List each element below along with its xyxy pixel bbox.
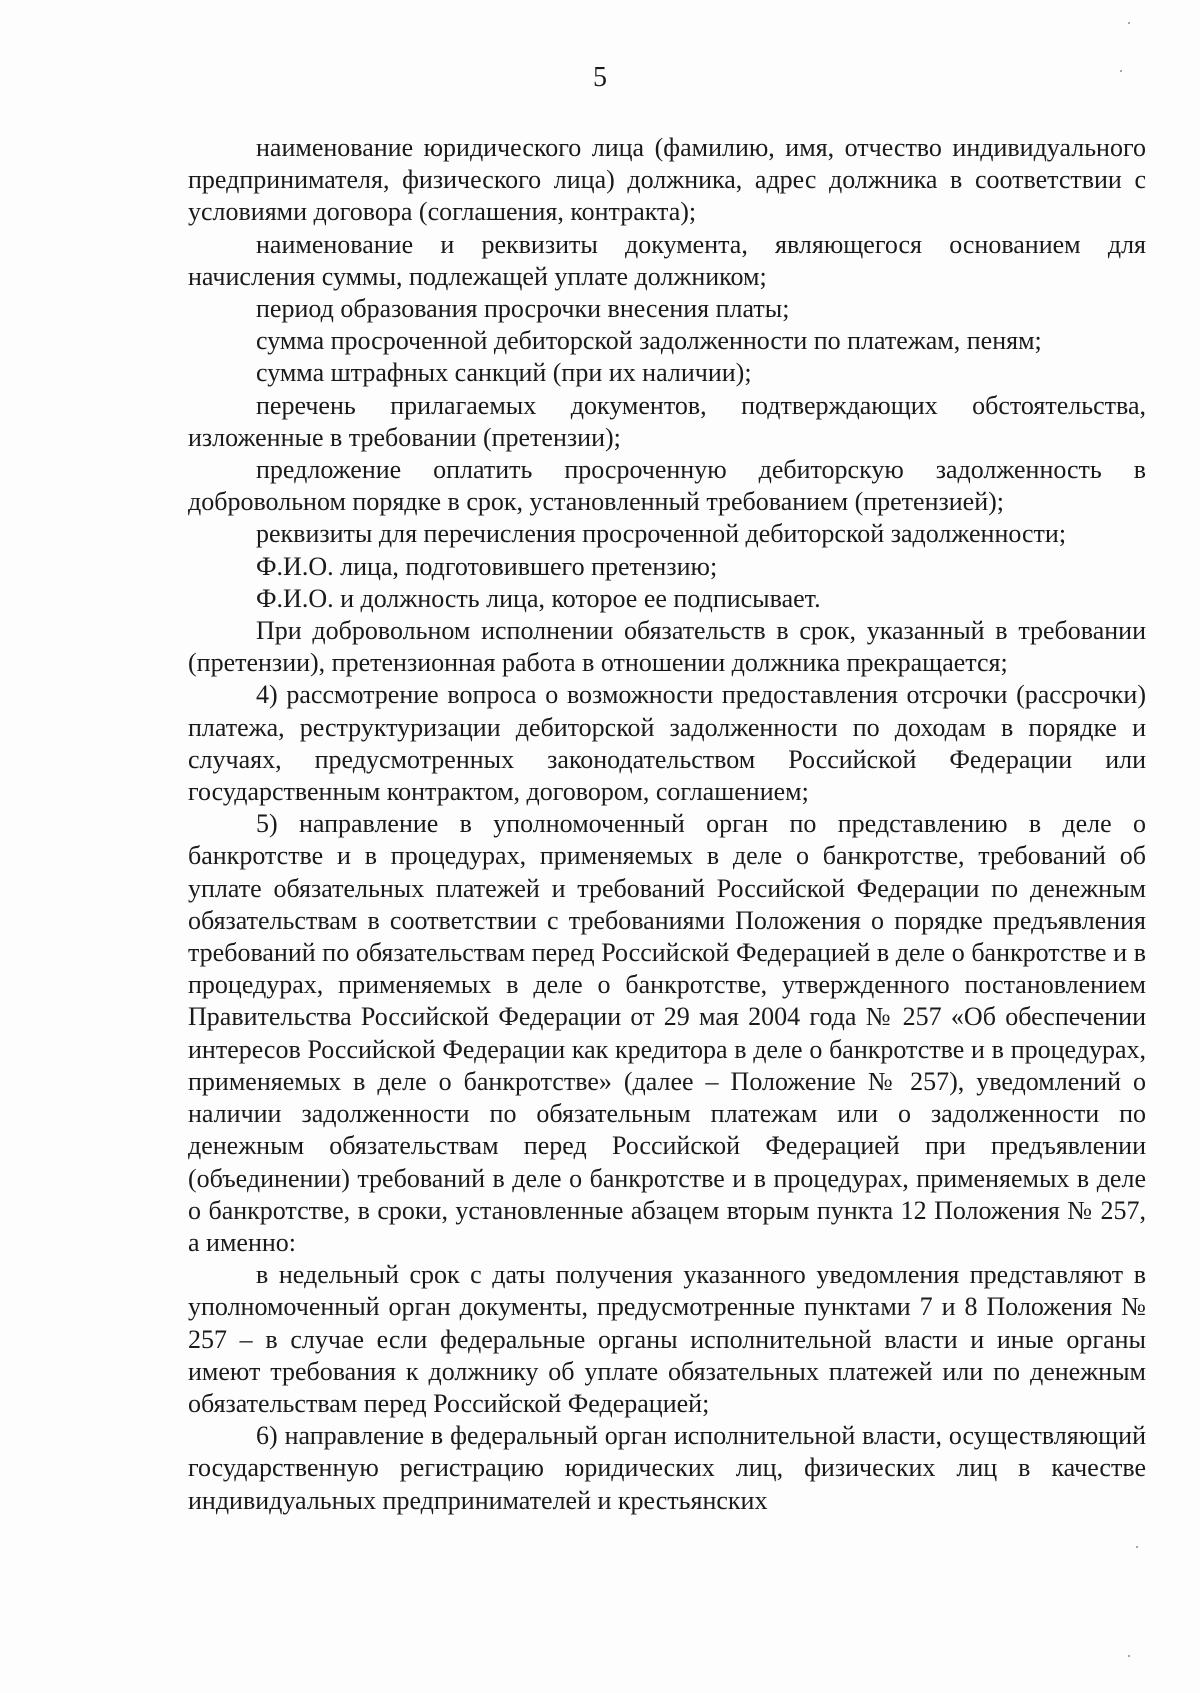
scan-speck [1128, 22, 1130, 24]
scan-speck [1128, 1655, 1130, 1657]
document-body [188, 132, 1146, 1517]
paragraph: предложение оплатить просроченную дебиторскую задолженность в добровольном порядке в срок, установленный требованием (претензией); [188, 455, 1146, 517]
paragraph: Ф.И.О. лица, подготовившего претензию; [256, 551, 718, 581]
paragraph: При добровольном исполнении обязательств в срок, указанный в требовании (претензии), претензионная работа в отношении должника прекращается; [188, 616, 1146, 678]
paragraph: Ф.И.О. и должность лица, которое ее подписывает. [256, 583, 821, 613]
paragraph: в недельный срок с даты получения указанного уведомления представляют в уполномоченный орган документы, предусмотренные пунктами 7 и 8 Положения № 257 – в случае если федеральные органы исполнительной власти и иные органы имеют требования к должнику об уплате обязательных платежей или по денежным обязательствам перед Российской Федерацией; [188, 1260, 1146, 1418]
paragraph: наименование и реквизиты документа, являющегося основанием для начисления суммы, подлежащей уплате должником; [188, 229, 1146, 291]
paragraph: сумма штрафных санкций (при их наличии); [256, 358, 752, 388]
scan-speck [1120, 70, 1122, 72]
page-number: 5 [593, 62, 607, 93]
paragraph: наименование юридического лица (фамилию, имя, отчество индивидуального предпринимателя, физического лица) должника, адрес должника в соответствии с условиями договора (соглашения, контракта); [188, 133, 1146, 227]
paragraph: 4) рассмотрение вопроса о возможности предоставления отсрочки (рассрочки) платежа, реструктуризации дебиторской задолженности по доходам в порядке и случаях, предусмотренных законодательством Российской Федерации или государственным контрактом, договором, соглашением; [188, 680, 1146, 807]
paragraph: 5) направление в уполномоченный орган по представлению в деле о банкротстве и в процедурах, применяемых в деле о банкротстве, требований об уплате обязательных платежей и требований Российской Федерации по денежным обязательствам в соответствии с требованиями Положения о порядке предъявления требований по обязательствам перед Российской Федерацией в деле о банкротстве и в процедурах, применяемых в деле о банкротстве, утвержденного постановлением Правительства Российской Федерации от 29 мая 2004 года № 257 «Об обеспечении интересов Российской Федерации как кредитора в деле о банкротстве и в процедурах, применяемых в деле о банкротстве» (далее – Положение № 257), уведомлений о наличии задолженности по обязательным платежам или о задолженности по денежным обязательствам перед Российской Федерацией при предъявлении (объединении) требований в деле о банкротстве и в процедурах, применяемых в деле о банкротстве, в сроки, установленные абзацем вторым пункта 12 Положения № 257, а именно: [188, 809, 1146, 1257]
paragraph: сумма просроченной дебиторской задолженности по платежам, пеням; [256, 326, 1042, 356]
paragraph: период образования просрочки внесения платы; [256, 294, 790, 324]
scan-speck [1136, 1546, 1138, 1548]
paragraph: 6) направление в федеральный орган исполнительной власти, осуществляющий государственную регистрацию юридических лиц, физических лиц в качестве индивидуальных предпринимателей и крестьянских [188, 1421, 1146, 1515]
paragraph: перечень прилагаемых документов, подтверждающих обстоятельства, изложенные в требовании (претензии); [188, 390, 1146, 452]
paragraph: реквизиты для перечисления просроченной дебиторской задолженности; [256, 519, 1067, 549]
